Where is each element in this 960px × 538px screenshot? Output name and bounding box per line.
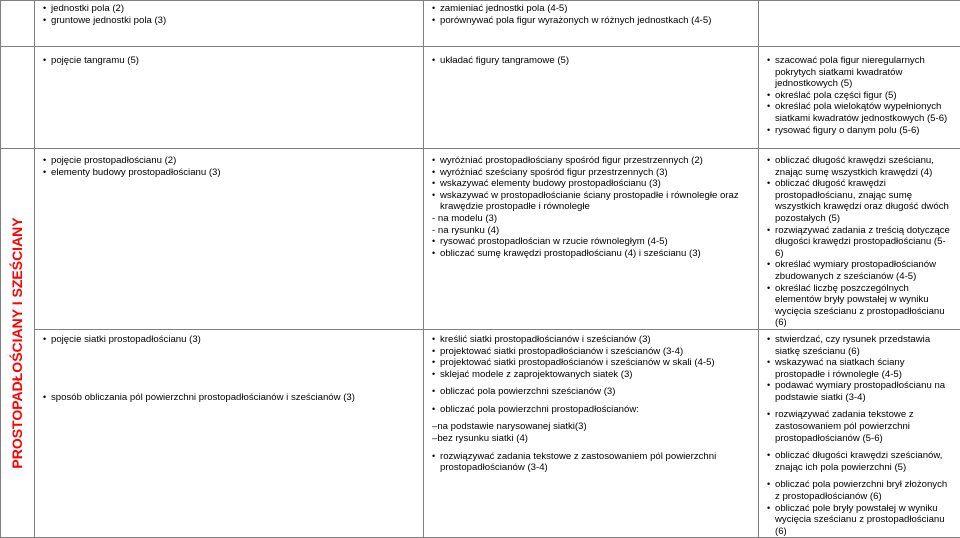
- list-item: –na podstawie narysowanej siatki(3): [432, 421, 752, 433]
- cell-box-c2: [424, 149, 759, 330]
- list-item: –bez rysunku siatki (4): [432, 433, 752, 445]
- section-side-cell: [1, 149, 35, 538]
- list-item: • projektować siatki prostopadłościanów i sześcianów w skali (4-5): [432, 357, 752, 369]
- list-item: • wskazywać elementy budowy prostopadłościanu (3): [432, 178, 752, 190]
- list-item: • rozwiązywać zadania tekstowe z zastosowaniem pól powierzchni prostopadłościanów (5-6): [767, 409, 954, 444]
- list-item: • rysować prostopadłościan w rzucie równoległym (4-5): [432, 236, 752, 248]
- section-title: PROSTOPADŁOŚCIANY I SZEŚCIANY: [12, 218, 24, 469]
- list-item: • zamieniać jednostki pola (4-5): [432, 3, 752, 15]
- list-item: • gruntowe jednostki pola (3): [43, 15, 417, 27]
- list-item: • obliczać pola powierzchni brył złożonych z prostopadłościanów (6): [767, 479, 954, 502]
- list-item: • obliczać długość krawędzi sześcianu, znając sumę wszystkich krawędzi (4): [767, 155, 954, 178]
- list-item: • określać pola części figur (5): [767, 90, 954, 102]
- list-item: • pojęcie tangramu (5): [43, 55, 417, 67]
- cell-tangram-c1: [35, 47, 424, 149]
- list-item: • sklejać modele z zaprojektowanych siatek (3): [432, 369, 752, 381]
- list-item: • kreślić siatki prostopadłościanów i sześcianów (3): [432, 334, 752, 346]
- list-item: • sposób obliczania pól powierzchni prostopadłościanów i sześcianów (3): [43, 392, 417, 404]
- row-net: [1, 329, 960, 538]
- cell-box-c1: [35, 149, 424, 330]
- list-item: • układać figury tangramowe (5): [432, 55, 752, 67]
- list-item: • wskazywać na siatkach ściany prostopadłe i równoległe (4-5): [767, 357, 954, 380]
- cell-top-c1: [35, 1, 424, 47]
- list-item: • rysować figury o danym polu (5-6): [767, 125, 954, 137]
- list-item: • obliczać pole bryły powstałej w wyniku wycięcia sześcianu z prostopadłościanu (6): [767, 503, 954, 538]
- list-item: • projektować siatki prostopadłościanów i sześcianów (3-4): [432, 346, 752, 358]
- list-item: - na rysunku (4): [432, 225, 752, 237]
- row-cuboid: [1, 149, 960, 330]
- row-area-units: [1, 1, 960, 47]
- cell-top-c3: [759, 1, 960, 47]
- cell-tangram-c2: [424, 47, 759, 149]
- list-item: • obliczać sumę krawędzi prostopadłościanu (4) i sześcianu (3): [432, 248, 752, 260]
- list-item: • obliczać pola powierzchni prostopadłościanów:: [432, 404, 752, 416]
- cell-net-c1: [35, 329, 424, 538]
- list-item: - na modelu (3): [432, 213, 752, 225]
- list-item: • stwierdzać, czy rysunek przedstawia siatkę sześcianu (6): [767, 334, 954, 357]
- list-item: • określać pola wielokątów wypełnionych siatkami kwadratów jednostkowych (5-6): [767, 101, 954, 124]
- cell-net-c3: [759, 329, 960, 538]
- cell-box-c3: [759, 149, 960, 330]
- list-item: • określać liczbę poszczególnych elementów bryły powstałej w wyniku wycięcia sześcianu z prostopadłościanu (6): [767, 283, 954, 329]
- list-item: • szacować pola figur nieregularnych pokrytych siatkami kwadratów jednostkowych (5): [767, 55, 954, 90]
- list-item: • obliczać długości krawędzi sześcianów, znając ich pola powierzchni (5): [767, 450, 954, 473]
- list-item: • rozwiązywać zadania z treścią dotyczące długości krawędzi prostopadłościanu (5-6): [767, 225, 954, 260]
- row-tangram: [1, 47, 960, 149]
- list-item: • podawać wymiary prostopadłościanu na podstawie siatki (3-4): [767, 380, 954, 403]
- side-cell-tangram: [1, 47, 35, 149]
- list-item: • wyróżniać sześciany spośród figur przestrzennych (3): [432, 167, 752, 179]
- list-item: • wskazywać w prostopadłościanie ściany prostopadłe i równoległe oraz krawędzie prostopadłe i równoległe: [432, 190, 752, 213]
- list-item: • elementy budowy prostopadłościanu (3): [43, 167, 417, 179]
- cell-net-c2: [424, 329, 759, 538]
- list-item: • jednostki pola (2): [43, 3, 417, 15]
- list-item: • wyróżniać prostopadłościany spośród figur przestrzennych (2): [432, 155, 752, 167]
- side-cell-top: [1, 1, 35, 47]
- list-item: • pojęcie siatki prostopadłościanu (3): [43, 334, 417, 346]
- list-item: • porównywać pola figur wyrażonych w różnych jednostkach (4-5): [432, 15, 752, 27]
- cell-top-c2: [424, 1, 759, 47]
- cell-tangram-c3: [759, 47, 960, 149]
- list-item: • określać wymiary prostopadłościanów zbudowanych z sześcianów (4-5): [767, 259, 954, 282]
- list-item: • rozwiązywać zadania tekstowe z zastosowaniem pól powierzchni prostopadłościanów (3-4): [432, 451, 752, 474]
- list-item: • obliczać długość krawędzi prostopadłościanu, znając sumę wszystkich krawędzi oraz długość dwóch pozostałych (5): [767, 178, 954, 224]
- list-item: • pojęcie prostopadłościanu (2): [43, 155, 417, 167]
- list-item: • obliczać pola powierzchni sześcianów (3): [432, 386, 752, 398]
